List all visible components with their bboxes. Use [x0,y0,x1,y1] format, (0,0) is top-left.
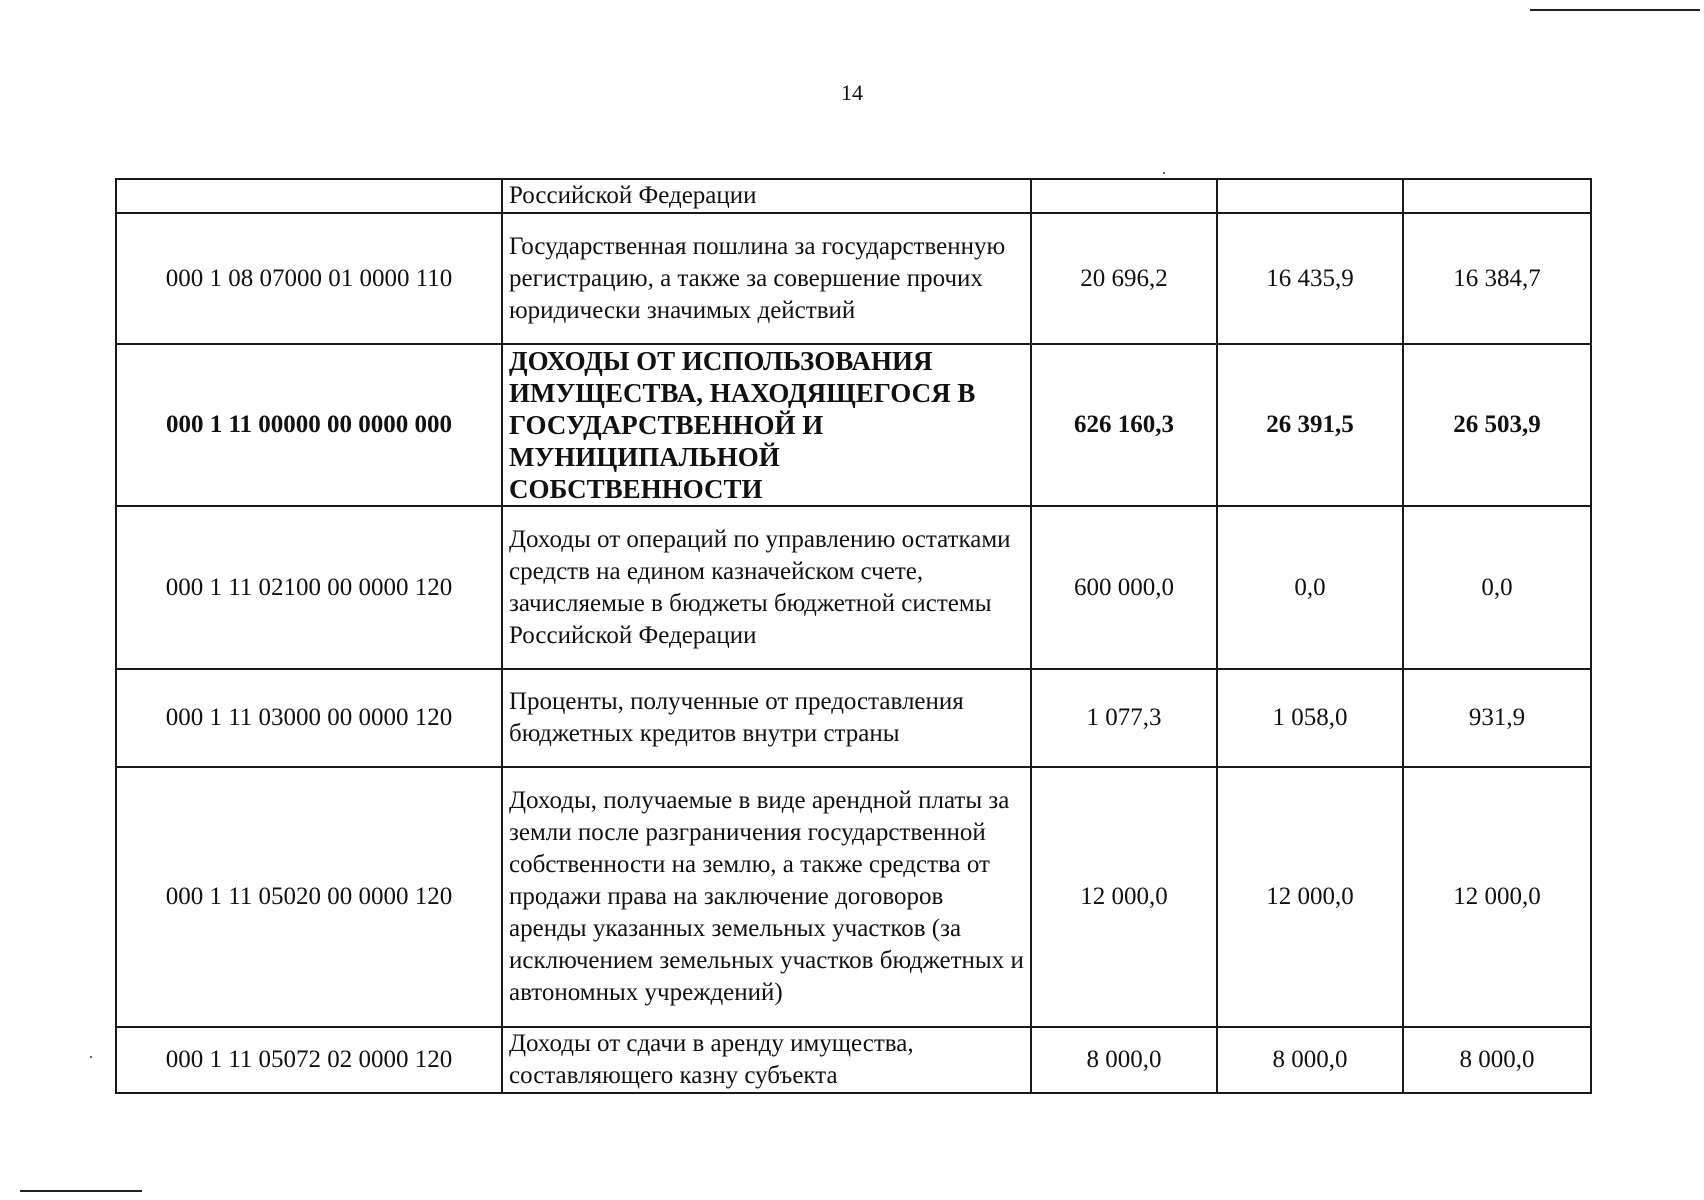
revenue-name-cell: ДОХОДЫ ОТ ИСПОЛЬЗОВАНИЯ ИМУЩЕСТВА, НАХОДЯЩЕГОСЯ В ГОСУДАРСТВЕННОЙ И МУНИЦИПАЛЬНОЙ СОБСТВЕННОСТИ [502,344,1031,506]
table-row [116,669,1591,767]
amount-cell-1: 600 000,0 [1031,506,1217,669]
classification-code-cell [116,179,502,213]
amount-cell-1: 12 000,0 [1031,767,1217,1027]
classification-code-cell: 000 1 11 03000 00 0000 120 [116,669,502,767]
table-row [116,179,1591,213]
classification-code-cell: 000 1 11 05072 02 0000 120 [116,1027,502,1093]
scan-edge-line-top [1530,9,1700,11]
revenue-name-cell: Доходы от сдачи в аренду имущества, составляющего казну субъекта [502,1027,1031,1093]
scan-edge-line-bottom [20,1190,142,1192]
amount-cell-2: 26 391,5 [1217,344,1403,506]
amount-cell-1: 626 160,3 [1031,344,1217,506]
amount-cell-1: 20 696,2 [1031,213,1217,344]
budget-revenue-table [115,178,1592,1094]
scan-speck [1163,172,1165,174]
amount-cell-1 [1031,179,1217,213]
amount-cell-2: 0,0 [1217,506,1403,669]
amount-cell-2 [1217,179,1403,213]
amount-cell-3: 8 000,0 [1403,1027,1591,1093]
amount-cell-3 [1403,179,1591,213]
revenue-name-cell: Доходы от операций по управлению остатками средств на едином казначейском счете, зачисляемые в бюджеты бюджетной системы Российской Федерации [502,506,1031,669]
revenue-name-cell: Доходы, получаемые в виде арендной платы за земли после разграничения государственной собственности на землю, а также средства от продажи права на заключение договоров аренды указанных земельных участков (за исключением земельных участков бюджетных и автономных учреждений) [502,767,1031,1027]
table-row-section-total [116,344,1591,506]
amount-cell-3: 26 503,9 [1403,344,1591,506]
amount-cell-3: 931,9 [1403,669,1591,767]
classification-code-cell: 000 1 11 05020 00 0000 120 [116,767,502,1027]
amount-cell-3: 0,0 [1403,506,1591,669]
classification-code-cell: 000 1 08 07000 01 0000 110 [116,213,502,344]
page-number: 14 [841,80,863,105]
classification-code-cell: 000 1 11 00000 00 0000 000 [116,344,502,506]
amount-cell-2: 8 000,0 [1217,1027,1403,1093]
table-row [116,506,1591,669]
amount-cell-1: 1 077,3 [1031,669,1217,767]
amount-cell-3: 16 384,7 [1403,213,1591,344]
revenue-name-cell: Российской Федерации [502,179,1031,213]
amount-cell-1: 8 000,0 [1031,1027,1217,1093]
revenue-name-cell: Проценты, полученные от предоставления бюджетных кредитов внутри страны [502,669,1031,767]
revenue-name-cell: Государственная пошлина за государственную регистрацию, а также за совершение прочих юридически значимых действий [502,213,1031,344]
amount-cell-3: 12 000,0 [1403,767,1591,1027]
amount-cell-2: 16 435,9 [1217,213,1403,344]
amount-cell-2: 1 058,0 [1217,669,1403,767]
table-row [116,1027,1591,1093]
table-row [116,213,1591,344]
classification-code-cell: 000 1 11 02100 00 0000 120 [116,506,502,669]
amount-cell-2: 12 000,0 [1217,767,1403,1027]
scan-speck [90,1056,92,1058]
table-row [116,767,1591,1027]
